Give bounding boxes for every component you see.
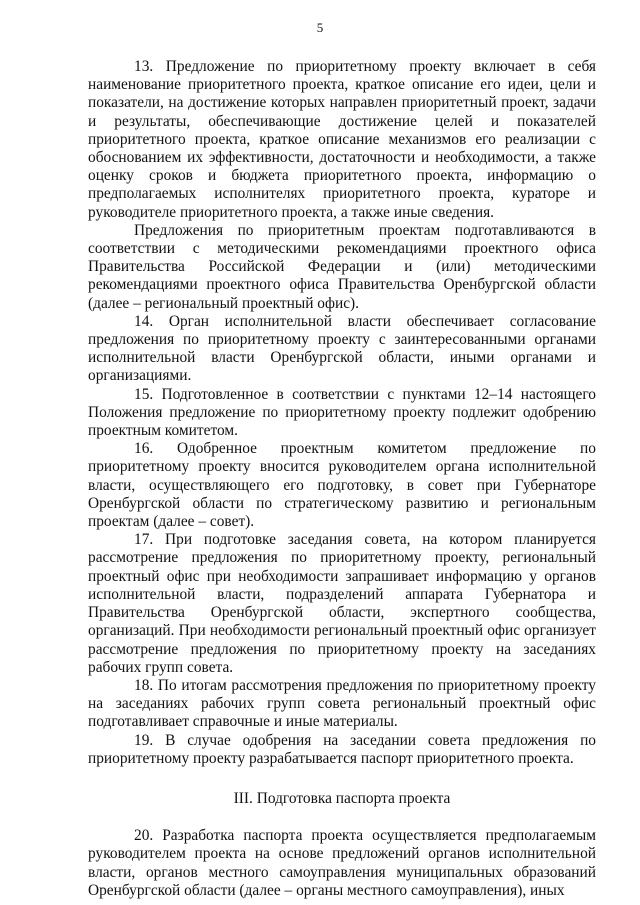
section-heading: III. Подготовка паспорта проекта [233,789,451,807]
paragraph-15: 15. Подготовленное в соответствии с пунктами 12–14 настоящего Положения предложение по приоритетному проекту подлежит одобрению проектным комитетом. [88,385,596,440]
page-number: 5 [316,20,324,35]
paragraph-18: 18. По итогам рассмотрения предложения по приоритетному проекту на заседаниях рабочих групп совета региональный проектный офис подготавливает справочные и иные материалы. [88,676,596,731]
paragraph-proposals: Предложения по приоритетным проектам подготавливаются в соответствии с методическими рекомендациями проектного офиса Правительства Российской Федерации и (или) методическими рекомендациями проектного офиса Правительства Оренбургской области (далее – региональный проектный офис). [88,221,596,312]
paragraph-13: 13. Предложение по приоритетному проекту включает в себя наименование приоритетного проекта, краткое описание его идеи, цели и показатели, на достижение которых направлен приоритетный проект, задачи и результаты, обеспечивающие достижение целей и показателей приоритетного проекта, краткое описание механизмов его реализации с обоснованием их эффективности, достаточности и необходимости, а также оценку сроков и бюджета приоритетного проекта, информацию о предполагаемых исполнителях приоритетного проекта, кураторе и руководителе приоритетного проекта, а также иные сведения. [88,58,596,221]
paragraph-20: 20. Разработка паспорта проекта осуществляется предполагаемым руководителем проекта на основе предложений органов исполнительной власти, органов местного самоуправления муниципальных образований Оренбургской области (далее – органы местного самоуправления), иных [88,827,596,899]
paragraph-16: 16. Одобренное проектным комитетом предложение по приоритетному проекту вносится руководителем органа исполнительной власти, осуществляющего его подготовку, в совет при Губернаторе Оренбургской области по стратегическому развитию и региональным проектам (далее – совет). [88,440,596,531]
paragraph-19: 19. В случае одобрения на заседании совета предложения по приоритетному проекту разрабатывается паспорт приоритетного проекта. [88,731,596,767]
paragraph-17: 17. При подготовке заседания совета, на котором планируется рассмотрение предложения по приоритетному проекту, региональный проектный офис при необходимости запрашивает информацию у органов исполнительной власти, подразделений аппарата Губернатора и Правительства Оренбургской области, экспертного сообщества, организаций. При необходимости региональный проектный офис организует рассмотрение предложения по приоритетному проекту на заседаниях рабочих групп совета. [88,531,596,676]
paragraph-14: 14. Орган исполнительной власти обеспечивает согласование предложения по приоритетному проекту с заинтересованными органами исполнительной власти Оренбургской области, иными органами и организациями. [88,312,596,385]
document-body [88,58,596,900]
